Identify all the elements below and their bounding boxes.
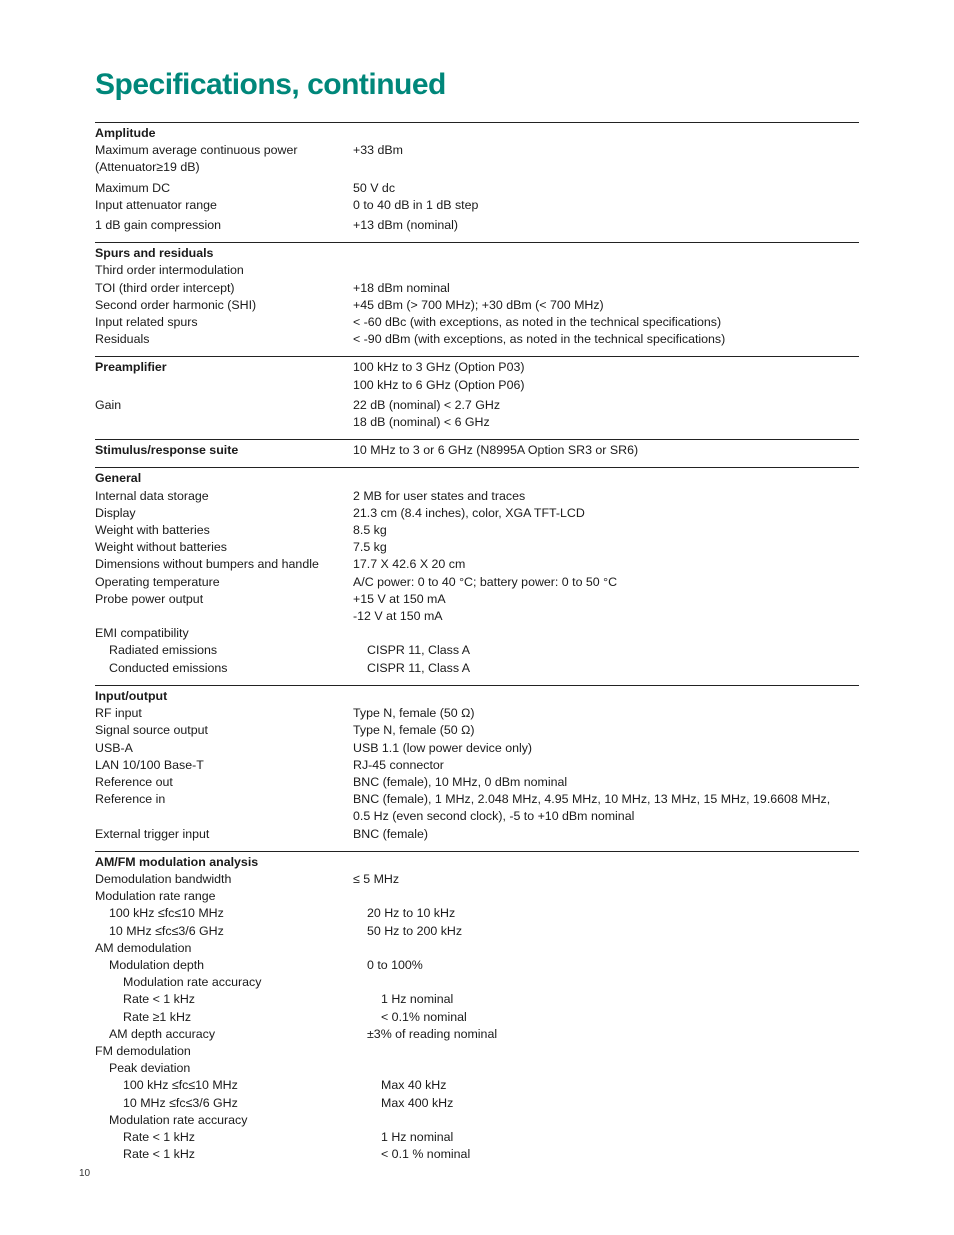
spec-label: Operating temperature [95,574,220,589]
section-heading: Preamplifier [95,360,167,375]
spec-row [95,1129,859,1146]
spec-value: 18 dB (nominal) < 6 GHz [353,415,490,430]
spec-label: FM demodulation [95,1043,191,1058]
spec-row [95,159,859,176]
spec-row [95,826,859,843]
spec-label: AM depth accuracy [109,1026,216,1041]
spec-row [95,217,859,234]
spec-value [353,125,859,142]
spec-value: BNC (female), 1 MHz, 2.048 MHz, 4.95 MHz, 10 MHz, 13 MHz, 15 MHz, 19.6608 MHz, [353,792,831,807]
spec-label: AM demodulation [95,940,192,955]
spec-section [95,685,859,851]
spec-label: Second order harmonic (SHI) [95,297,257,312]
spec-label: Radiated emissions [109,643,218,658]
spec-row [95,974,859,991]
spec-row [95,740,859,757]
spec-row [95,888,859,905]
spec-row [95,1095,859,1112]
section-heading: Input/output [95,688,168,703]
spec-value: BNC (female) [353,826,429,841]
spec-value: < -90 dBm (with exceptions, as noted in the technical specifications) [353,332,726,347]
spec-label: Rate < 1 kHz [123,992,195,1007]
spec-label: TOI (third order intercept) [95,280,235,295]
spec-label: (Attenuator≥19 dB) [95,160,200,175]
spec-table [95,122,859,1171]
spec-value: 1 Hz nominal [381,992,454,1007]
spec-label: Reference in [95,792,166,807]
spec-label: Internal data storage [95,488,209,503]
spec-row [95,1112,859,1129]
spec-value: 0 to 100% [367,957,423,972]
spec-row [95,1009,859,1026]
spec-row [95,522,859,539]
spec-value [353,159,859,176]
spec-value: 50 Hz to 200 kHz [367,923,463,938]
spec-label: 100 kHz ≤fc≤10 MHz [123,1078,238,1093]
spec-value: 0 to 40 dB in 1 dB step [353,197,479,212]
page-number: 10 [79,1168,91,1179]
section-heading: General [95,471,142,486]
spec-label: RF input [95,706,142,721]
spec-row [95,905,859,922]
spec-value: +15 V at 150 mA [353,591,446,606]
spec-row [95,331,859,348]
section-heading: Spurs and residuals [95,246,214,261]
section-heading-row [95,442,859,459]
spec-label [95,377,353,394]
spec-label: Weight without batteries [95,540,228,555]
spec-row [95,280,859,297]
spec-value: 8.5 kg [353,523,387,538]
spec-row [95,791,859,808]
spec-label: Rate < 1 kHz [123,1129,195,1144]
spec-value [353,888,859,905]
spec-row [95,556,859,573]
spec-value [367,1060,859,1077]
spec-value: 100 kHz to 6 GHz (Option P06) [353,377,525,392]
section-heading-row [95,245,859,262]
spec-row [95,625,859,642]
spec-section [95,467,859,684]
spec-value [367,1112,859,1129]
spec-label: Dimensions without bumpers and handle [95,557,319,572]
spec-row [95,957,859,974]
spec-label: Display [95,505,136,520]
spec-row [95,1026,859,1043]
spec-label [95,414,353,431]
spec-label: Residuals [95,332,150,347]
spec-label: Peak deviation [109,1061,191,1076]
spec-section [95,439,859,467]
section-heading-row [95,125,859,142]
spec-value [353,1043,859,1060]
spec-row [95,505,859,522]
spec-value: 21.3 cm (8.4 inches), color, XGA TFT-LCD [353,505,585,520]
spec-label: USB-A [95,740,133,755]
section-heading: Amplitude [95,126,156,140]
spec-row [95,923,859,940]
section-heading-row [95,470,859,487]
spec-row [95,1060,859,1077]
spec-row [95,314,859,331]
spec-label: Demodulation bandwidth [95,871,232,886]
spec-value: CISPR 11, Class A [367,660,471,675]
section-heading-row [95,854,859,871]
spec-value: 7.5 kg [353,540,387,555]
spec-label [95,608,353,625]
spec-value: 100 kHz to 3 GHz (Option P03) [353,360,525,375]
spec-row [95,574,859,591]
spec-value: Max 400 kHz [381,1095,454,1110]
spec-value: ≤ 5 MHz [353,871,400,886]
spec-section [95,122,859,242]
spec-row [95,991,859,1008]
spec-value [353,854,859,871]
spec-label: Conducted emissions [109,660,228,675]
spec-value: Max 40 kHz [381,1078,447,1093]
section-heading: AM/FM modulation analysis [95,854,259,869]
spec-label: 1 dB gain compression [95,218,222,233]
spec-label: Rate < 1 kHz [123,1147,195,1162]
spec-row [95,608,859,625]
spec-value: < 0.1% nominal [381,1009,467,1024]
spec-label: Modulation rate accuracy [123,975,262,990]
spec-label: Signal source output [95,723,208,738]
spec-row [95,539,859,556]
spec-label: 100 kHz ≤fc≤10 MHz [109,906,224,921]
page-title: Specifications, continued [95,68,446,101]
spec-row [95,1077,859,1094]
spec-value [381,974,859,991]
spec-label: Input related spurs [95,315,198,330]
spec-row [95,940,859,957]
section-heading: Stimulus/response suite [95,443,239,458]
spec-value: 10 MHz to 3 or 6 GHz (N8995A Option SR3 or SR6) [353,443,639,458]
spec-row [95,871,859,888]
spec-label: Maximum average continuous power [95,143,298,158]
section-heading-row [95,688,859,705]
spec-label: EMI compatibility [95,626,189,641]
spec-value [353,940,859,957]
spec-value: +13 dBm (nominal) [353,218,459,233]
spec-row [95,808,859,825]
spec-value: +45 dBm (> 700 MHz); +30 dBm (< 700 MHz) [353,297,604,312]
spec-value: +33 dBm [353,143,403,158]
spec-row [95,1146,859,1163]
spec-value: ±3% of reading nominal [367,1026,498,1041]
spec-label: Rate ≥1 kHz [123,1009,192,1024]
spec-row [95,262,859,279]
spec-label: Modulation rate range [95,889,216,904]
spec-row [95,297,859,314]
spec-value: RJ-45 connector [353,757,444,772]
spec-row [95,722,859,739]
spec-value: Type N, female (50 Ω) [353,723,475,738]
spec-value: 22 dB (nominal) < 2.7 GHz [353,397,501,412]
spec-value [353,262,859,279]
spec-row [95,705,859,722]
spec-row [95,1043,859,1060]
spec-label [95,808,353,825]
spec-value [353,245,859,262]
spec-label: Maximum DC [95,180,171,195]
spec-value: 50 V dc [353,180,396,195]
spec-value: 1 Hz nominal [381,1129,454,1144]
spec-label: Probe power output [95,591,204,606]
spec-value [353,625,859,642]
spec-label: Input attenuator range [95,197,217,212]
spec-row [95,197,859,214]
spec-row [95,414,859,431]
spec-row [95,774,859,791]
spec-value: 17.7 X 42.6 X 20 cm [353,557,466,572]
spec-value: BNC (female), 10 MHz, 0 dBm nominal [353,774,568,789]
spec-label: 10 MHz ≤fc≤3/6 GHz [109,923,224,938]
section-heading-row [95,359,859,376]
spec-label: 10 MHz ≤fc≤3/6 GHz [123,1095,238,1110]
spec-value: CISPR 11, Class A [367,643,471,658]
spec-row [95,591,859,608]
spec-row [95,660,859,677]
spec-value [353,470,859,487]
spec-value: USB 1.1 (low power device only) [353,740,533,755]
spec-label: Gain [95,397,122,412]
spec-label: Modulation rate accuracy [109,1112,248,1127]
spec-label: Weight with batteries [95,523,210,538]
spec-row [95,377,859,394]
spec-label: Modulation depth [109,957,205,972]
spec-value: Type N, female (50 Ω) [353,706,475,721]
spec-value: -12 V at 150 mA [353,609,443,624]
spec-label: External trigger input [95,826,210,841]
spec-value: 20 Hz to 10 kHz [367,906,456,921]
spec-row [95,642,859,659]
spec-value: 0.5 Hz (even second clock), -5 to +10 dBm nominal [353,809,635,824]
spec-value: +18 dBm nominal [353,280,450,295]
spec-row [95,142,859,159]
spec-label: Third order intermodulation [95,263,244,278]
spec-section [95,242,859,356]
spec-row [95,488,859,505]
spec-row [95,397,859,414]
spec-value: < 0.1 % nominal [381,1147,471,1162]
spec-value [353,688,859,705]
spec-label: LAN 10/100 Base-T [95,757,204,772]
spec-row [95,757,859,774]
spec-section [95,356,859,439]
spec-row [95,180,859,197]
spec-value: A/C power: 0 to 40 °C; battery power: 0 to 50 °C [353,574,618,589]
spec-value: 2 MB for user states and traces [353,488,526,503]
spec-label: Reference out [95,774,173,789]
spec-value: < -60 dBc (with exceptions, as noted in the technical specifications) [353,315,722,330]
spec-section [95,851,859,1172]
